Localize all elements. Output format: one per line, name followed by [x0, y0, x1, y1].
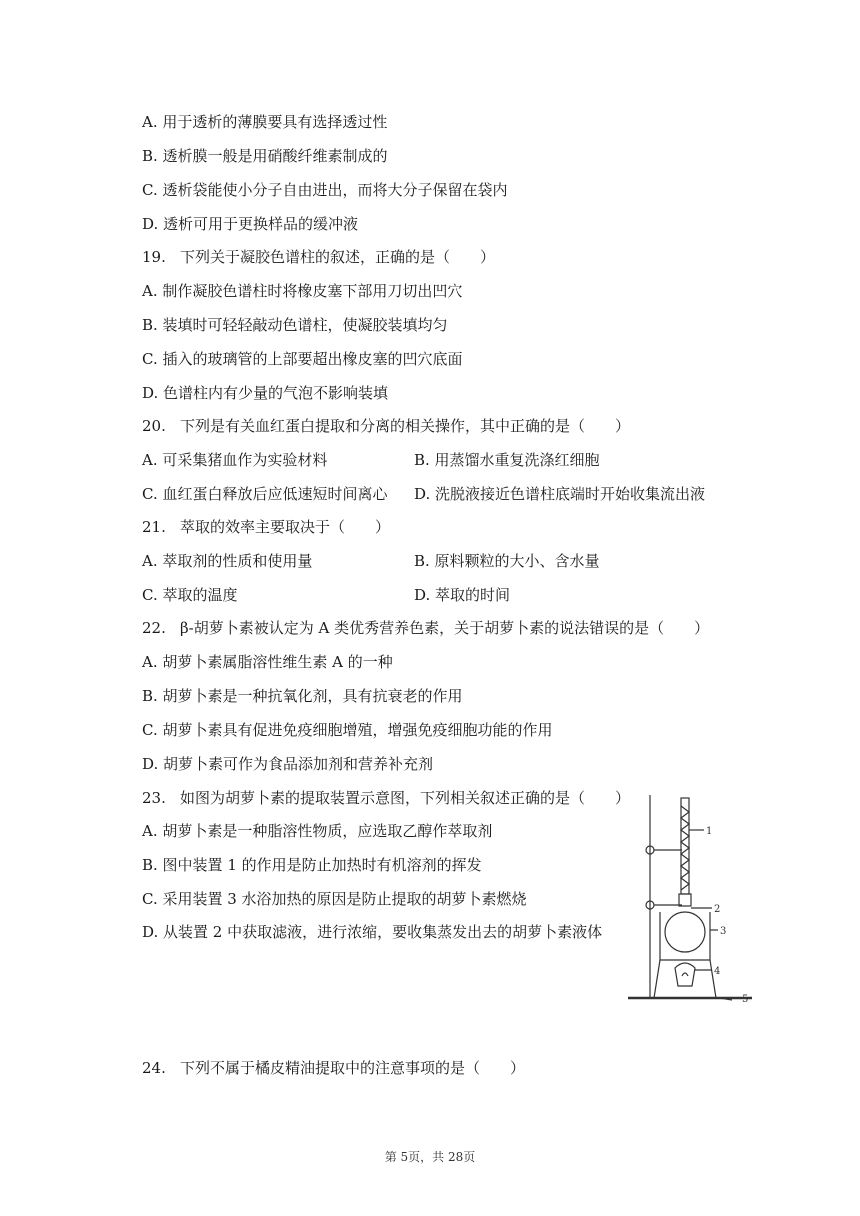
q21-option-a: A. 萃取剂的性质和使用量	[142, 552, 313, 570]
q20-option-c: C. 血红蛋白释放后应低速短时间离心	[142, 485, 388, 503]
q23-number: 23.	[142, 789, 166, 807]
q20-option-a: A. 可采集猪血作为实验材料	[142, 451, 328, 469]
q19-stem: 下列关于凝胶色谱柱的叙述，正确的是（ ）	[180, 248, 496, 266]
flask-stopper	[679, 894, 691, 906]
q22-option-b: B. 胡萝卜素是一种抗氧化剂，具有抗衰老的作用	[142, 687, 463, 705]
q18-option-b: B. 透析膜一般是用硝酸纤维素制成的	[142, 147, 388, 165]
page-footer: 第 5页，共 28页	[384, 1150, 476, 1164]
figure-label-4: 4	[714, 966, 721, 977]
q20-number: 20.	[142, 417, 166, 435]
q22-option-c: C. 胡萝卜素具有促进免疫细胞增殖，增强免疫细胞功能的作用	[142, 721, 553, 739]
q22-option-d: D. 胡萝卜素可作为食品添加剂和营养补充剂	[142, 755, 434, 773]
q20-option-b: B. 用蒸馏水重复洗涤红细胞	[414, 451, 600, 469]
q23-option-d: D. 从装置 2 中获取滤液，进行浓缩，要收集蒸发出去的胡萝卜素液体	[142, 923, 603, 941]
q19-option-a: A. 制作凝胶色谱柱时将橡皮塞下部用刀切出凹穴	[142, 282, 463, 300]
figure-label-2: 2	[714, 904, 721, 915]
q18-option-d: D. 透析可用于更换样品的缓冲液	[142, 215, 359, 233]
q23-option-b: B. 图中装置 1 的作用是防止加热时有机溶剂的挥发	[142, 856, 482, 874]
q22-option-a: A. 胡萝卜素属脂溶性维生素 A 的一种	[142, 653, 393, 671]
q19-number: 19.	[142, 248, 166, 266]
figure-label-5: 5	[742, 994, 749, 1005]
q22-stem-line	[142, 618, 709, 638]
q24-stem-line	[142, 1058, 525, 1078]
q22-stem: β-胡萝卜素被认定为 A 类优秀营养色素，关于胡萝卜素的说法错误的是（ ）	[180, 619, 710, 637]
water-bath	[660, 912, 710, 960]
q23-option-a: A. 胡萝卜素是一种脂溶性物质，应选取乙醇作萃取剂	[142, 822, 493, 840]
q21-stem: 萃取的效率主要取决于（ ）	[180, 518, 391, 536]
burner	[675, 963, 695, 986]
q19-option-d: D. 色谱柱内有少量的气泡不影响装填	[142, 384, 389, 402]
round-bottom-flask	[665, 912, 705, 952]
q21-number: 21.	[142, 518, 166, 536]
q23-stem-line	[142, 788, 630, 808]
q24-stem: 下列不属于橘皮精油提取中的注意事项的是（ ）	[180, 1059, 526, 1077]
q21-option-c: C. 萃取的温度	[142, 586, 238, 604]
q21-option-d: D. 萃取的时间	[414, 586, 511, 604]
q20-stem-line	[142, 416, 630, 436]
figure-label-3: 3	[720, 926, 727, 937]
q19-option-c: C. 插入的玻璃管的上部要超出橡皮塞的凹穴底面	[142, 350, 463, 368]
q23-stem: 如图为胡萝卜素的提取装置示意图，下列相关叙述正确的是（ ）	[180, 789, 631, 807]
q24-number: 24.	[142, 1059, 166, 1077]
q18-option-c: C. 透析袋能使小分子自由进出，而将大分子保留在袋内	[142, 181, 508, 199]
q21-stem-line	[142, 517, 390, 537]
q20-stem: 下列是有关血红蛋白提取和分离的相关操作，其中正确的是（ ）	[180, 417, 631, 435]
q18-option-a: A. 用于透析的薄膜要具有选择透过性	[142, 113, 388, 131]
q22-number: 22.	[142, 619, 166, 637]
q19-stem-line	[142, 247, 495, 267]
extraction-apparatus-diagram	[620, 790, 760, 1010]
q23-option-c: C. 采用装置 3 水浴加热的原因是防止提取的胡萝卜素燃烧	[142, 890, 527, 908]
condenser-coil	[681, 806, 689, 890]
q20-option-d: D. 洗脱液接近色谱柱底端时开始收集流出液	[414, 485, 706, 503]
q21-option-b: B. 原料颗粒的大小、含水量	[414, 552, 600, 570]
q19-option-b: B. 装填时可轻轻敲动色谱柱，使凝胶装填均匀	[142, 316, 448, 334]
figure-label-1: 1	[706, 826, 713, 837]
